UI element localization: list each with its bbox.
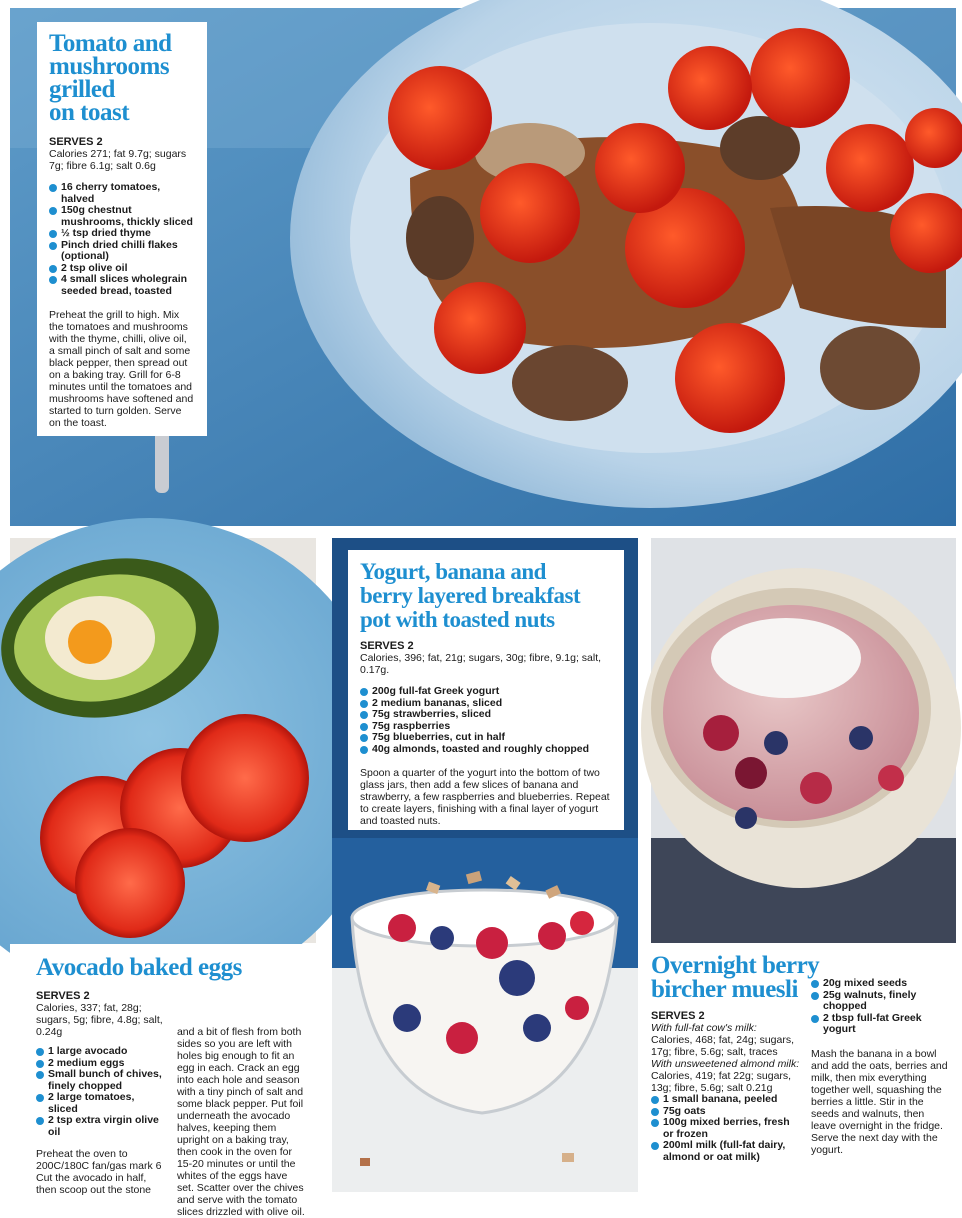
yogurt-ingredients (360, 686, 612, 755)
ingredient-item: Small bunch of chives, finely chopped (36, 1069, 167, 1092)
ingredient-item: 2 large tomatoes, sliced (36, 1092, 167, 1115)
ingredient-item: 4 small slices wholegrain seeded bread, toasted (49, 274, 195, 297)
yogurt-recipe-card (348, 550, 624, 830)
ingredient-item: 200g full-fat Greek yogurt (360, 686, 612, 698)
ingredient-item: 2 tsp extra virgin olive oil (36, 1115, 167, 1138)
ingredient-item: 2 tbsp full-fat Greek yogurt (811, 1013, 949, 1036)
avocado-eggs-illustration (10, 538, 316, 943)
muesli-almond-milk-note: With unsweetened almond milk: (651, 1058, 800, 1070)
muesli-recipe-title: Overnight berry bircher muesli (651, 952, 820, 1003)
ingredient-item: 40g almonds, toasted and roughly chopped (360, 744, 612, 756)
avocado-recipe-title: Avocado baked eggs (36, 954, 242, 981)
muesli-nutrition-almond: Calories, 419; fat 22g; sugars, 13g; fibre, 5.6g; salt 0.21g (651, 1070, 792, 1094)
yogurt-method: Spoon a quarter of the yogurt into the bottom of two glass jars, then add a few slices of banana and strawberry, a few raspberries and blueberries. Repeat to create layers, finishing with a final layer of yogurt and toasted nuts. (360, 767, 610, 827)
ingredient-item: 75g raspberries (360, 721, 612, 733)
avocado-method-continued: and a bit of flesh from both sides so you are left with holes big enough to fit an egg in each. Crack an egg into each hole and season with a tiny pinch of salt and some black pepper. Put foil underneath the avocado halves, keeping them upright on a baking tray, then cook in the oven for 15-20 minutes or until the whites of the eggs have set. Scatter over the chives and serve with the tomato slices drizzled with olive oil. (176, 1026, 305, 1218)
tomato-method: Preheat the grill to high. Mix the tomatoes and mushrooms with the thyme, chilli, olive oil, a small pinch of salt and some black pepper, then spread out on a baking tray. Grill for 6-8 minutes until the tomatoes and mushrooms have softened and started to turn golden. Serve on the toast. (49, 309, 194, 429)
muesli-recipe-card (651, 944, 956, 1202)
ingredient-item: 75g oats (651, 1106, 801, 1118)
muesli-cow-milk-note: With full-fat cow's milk: (651, 1022, 757, 1034)
yogurt-recipe-title: Yogurt, banana and berry layered breakfast pot with toasted nuts (360, 559, 581, 632)
muesli-method: Mash the banana in a bowl and add the oats, berries and milk, then mix everything together well, squashing the berries a little. Stir in the seeds and walnuts, then leave overnight in the fridge. Serve the next day with the yogurt. (811, 1047, 948, 1156)
avocado-columns (36, 990, 306, 1218)
avocado-column-left (36, 990, 167, 1218)
avocado-method-start: Preheat the oven to 200C/180C fan/gas mark 6 Cut the avocado in half, then scoop out the stone (36, 1148, 162, 1196)
ingredient-item: 100g mixed berries, fresh or frozen (651, 1117, 801, 1140)
muesli-nutrition-cow: Calories, 468; fat, 24g; sugars, 17g; fibre, 5.6g; salt, traces (651, 1034, 794, 1058)
muesli-ingredients-right (811, 978, 949, 1036)
ingredient-item: 16 cherry tomatoes, halved (49, 182, 195, 205)
ingredient-item: 2 medium eggs (36, 1058, 167, 1070)
ingredient-item: 75g strawberries, sliced (360, 709, 612, 721)
yogurt-serves: SERVES 2 (360, 640, 414, 652)
yogurt-nutrition: Calories, 396; fat, 21g; sugars, 30g; fibre, 9.1g; salt, 0.17g. (360, 652, 602, 676)
ingredient-item: 2 medium bananas, sliced (360, 698, 612, 710)
avocado-nutrition: Calories, 337; fat, 28g; sugars, 5g; fibre, 4.8g; salt, 0.24g (36, 1002, 163, 1038)
tomato-serves: SERVES 2 (49, 136, 103, 148)
muesli-bowl-illustration (651, 538, 956, 943)
ingredient-item: 20g mixed seeds (811, 978, 949, 990)
muesli-column-right (811, 978, 949, 1163)
muesli-column-left (651, 1010, 801, 1163)
ingredient-item: 1 large avocado (36, 1046, 167, 1058)
ingredient-item: ½ tsp dried thyme (49, 228, 195, 240)
tomato-recipe-title: Tomato and mushrooms grilled on toast (49, 30, 172, 126)
ingredient-item: Pinch dried chilli flakes (optional) (49, 240, 195, 263)
avocado-column-right (177, 990, 306, 1218)
ingredient-item: 200ml milk (full-fat dairy, almond or oat milk) (651, 1140, 801, 1163)
avocado-ingredients (36, 1046, 167, 1138)
ingredient-item: 75g blueberries, cut in half (360, 732, 612, 744)
tomato-recipe-card (37, 22, 207, 436)
muesli-photo (651, 538, 956, 943)
ingredient-item: 1 small banana, peeled (651, 1094, 801, 1106)
ingredient-item: 2 tsp olive oil (49, 263, 195, 275)
ingredient-item: 150g chestnut mushrooms, thickly sliced (49, 205, 195, 228)
muesli-ingredients-left (651, 1094, 801, 1163)
muesli-serves: SERVES 2 (651, 1010, 705, 1022)
avocado-serves: SERVES 2 (36, 990, 90, 1002)
ingredient-item: 25g walnuts, finely chopped (811, 990, 949, 1013)
avocado-eggs-photo (10, 538, 316, 943)
tomato-nutrition: Calories 271; fat 9.7g; sugars 7g; fibre 6.1g; salt 0.6g (49, 148, 187, 172)
tomato-ingredients (49, 182, 195, 297)
avocado-recipe-card (10, 944, 316, 1218)
